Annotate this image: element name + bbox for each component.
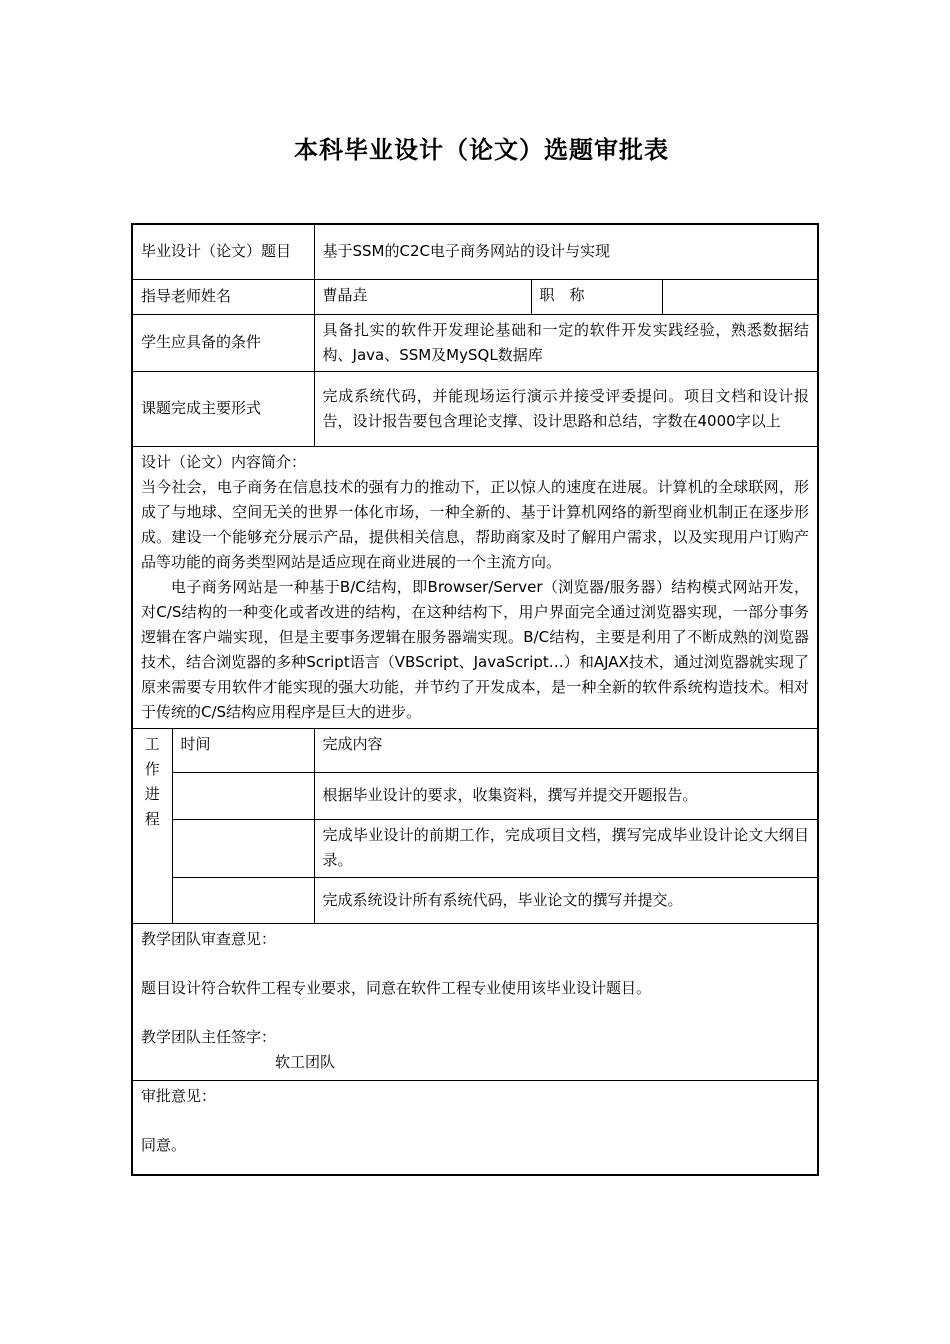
form-value: 完成系统代码，并能现场运行演示并接受评委提问。项目文档和设计报告，设计报告要包含理论支撑、设计思路和总结，字数在4000字以上 [314, 371, 818, 446]
schedule-row [132, 819, 818, 877]
review-label: 教学团队审查意见： [141, 929, 277, 948]
schedule-label-char: 程 [144, 809, 160, 828]
form-label: 课题完成主要形式 [132, 371, 314, 446]
summary-row [132, 446, 818, 728]
approval-opinion: 同意。 [141, 1135, 187, 1154]
page-title: 本科毕业设计（论文）选题审批表 [294, 136, 669, 164]
schedule-content: 根据毕业设计的要求，收集资料，撰写并提交开题报告。 [314, 772, 818, 819]
approval-label: 审批意见： [141, 1086, 217, 1105]
approval-form-table [131, 223, 819, 1176]
schedule-time [172, 877, 314, 923]
topic-value: 基于SSM的C2C电子商务网站的设计与实现 [314, 224, 818, 279]
conditions-row [132, 314, 818, 371]
review-cell [132, 923, 818, 1080]
signature-value: 软工团队 [275, 1052, 336, 1071]
position-label: 职 称 [531, 279, 662, 314]
schedule-label [132, 728, 172, 923]
schedule-time [172, 819, 314, 877]
approval-row [132, 1080, 818, 1175]
schedule-row [132, 772, 818, 819]
review-row [132, 923, 818, 1080]
schedule-content: 完成系统设计所有系统代码，毕业论文的撰写并提交。 [314, 877, 818, 923]
schedule-label-char: 作 [144, 759, 160, 778]
summary-paragraph-1: 当今社会，电子商务在信息技术的强有力的推动下，正以惊人的速度在进展。计算机的全球联网，形成了与地球、空间无关的世界一体化市场，一种全新的、基于计算机网络的新型商业机制正在逐步形成。建设一个能够充分展示产品，提供相关信息，帮助商家及时了解用户需求，以及实现用户订购产品等功能的商务类型网站是适应现在商业进展的一个主流方向。 [141, 477, 810, 571]
conditions-label: 学生应具备的条件 [132, 314, 314, 371]
advisor-value: 曹晶垚 [314, 279, 531, 314]
schedule-time-header: 时间 [172, 728, 314, 772]
conditions-value: 具备扎实的软件开发理论基础和一定的软件开发实践经验，熟悉数据结构、Java、SSM及MySQL数据库 [314, 314, 818, 371]
position-value [662, 279, 818, 314]
schedule-label-char: 工 [144, 734, 160, 753]
schedule-label-char: 进 [144, 784, 160, 803]
schedule-row [132, 877, 818, 923]
summary-cell [132, 446, 818, 728]
signature-label: 教学团队主任签字： [141, 1027, 277, 1046]
schedule-content: 完成毕业设计的前期工作，完成项目文档，撰写完成毕业设计论文大纲目录。 [314, 819, 818, 877]
schedule-time [172, 772, 314, 819]
topic-row [132, 224, 818, 279]
topic-label: 毕业设计（论文）题目 [132, 224, 314, 279]
schedule-header-row [132, 728, 818, 772]
summary-paragraph-2: 电子商务网站是一种基于B/C结构，即Browser/Server（浏览器/服务器）结构模式网站开发，对C/S结构的一种变化或者改进的结构，在这种结构下，用户界面完全通过浏览器实现，一部分事务逻辑在客户端实现，但是主要事务逻辑在服务器端实现。B/C结构，主要是利用了不断成熟的浏览器技术，结合浏览器的多种Script语言（VBScript、JavaScript…）和AJAX技术，通过浏览器就实现了原来需要专用软件才能实现的强大功能，并节约了开发成本，是一种全新的软件系统构造技术。相对于传统的C/S结构应用程序是巨大的进步。 [141, 577, 810, 721]
advisor-row [132, 279, 818, 314]
approval-cell [132, 1080, 818, 1175]
form-row [132, 371, 818, 446]
summary-label: 设计（论文）内容简介： [141, 452, 307, 471]
schedule-content-header: 完成内容 [314, 728, 818, 772]
advisor-label: 指导老师姓名 [132, 279, 314, 314]
review-opinion: 题目设计符合软件工程专业要求，同意在软件工程专业使用该毕业设计题目。 [141, 978, 652, 997]
